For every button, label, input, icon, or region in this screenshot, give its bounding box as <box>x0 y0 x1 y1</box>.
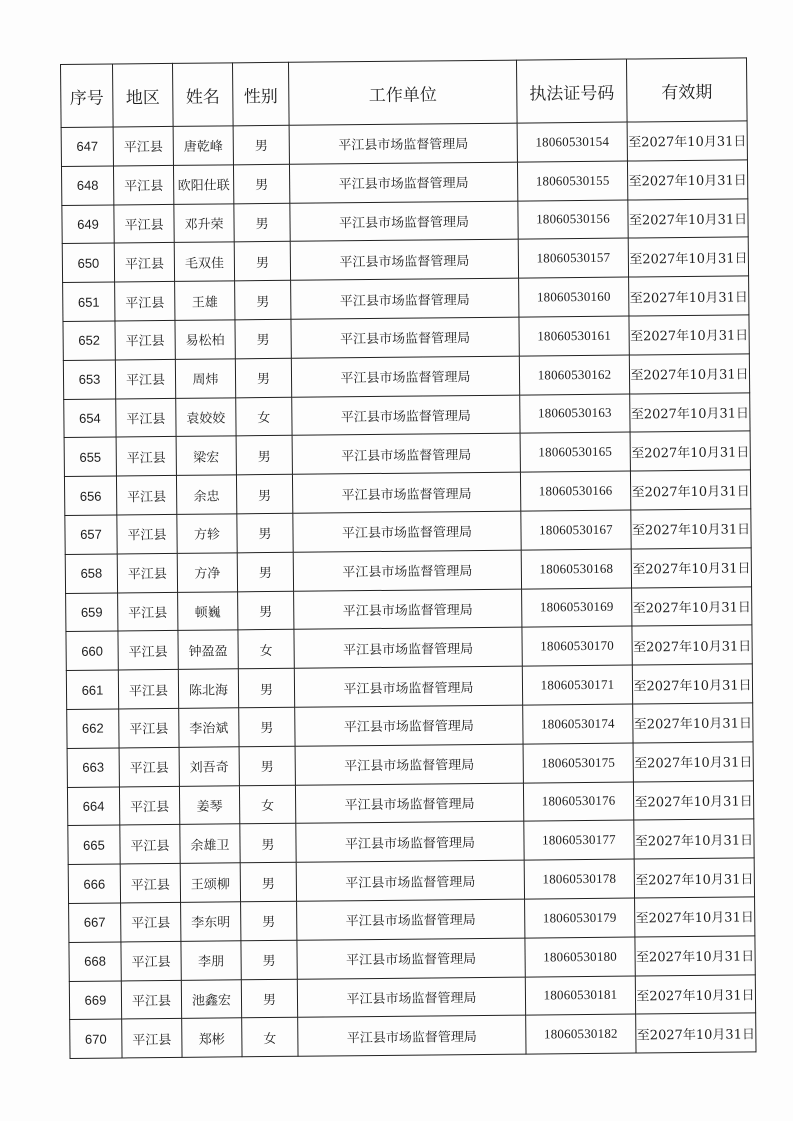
cell-gender: 男 <box>234 242 290 281</box>
cell-unit: 平江县市场监督管理局 <box>294 589 522 630</box>
cell-gender: 男 <box>237 513 293 552</box>
cell-name: 方轸 <box>177 514 237 553</box>
table-row <box>67 780 753 825</box>
cell-no: 667 <box>69 903 121 942</box>
cell-no: 658 <box>65 554 117 593</box>
cell-name: 李东明 <box>181 902 241 941</box>
cell-name: 池鑫宏 <box>181 979 241 1018</box>
cell-cert: 18060530177 <box>524 820 634 860</box>
cell-no: 649 <box>62 205 114 244</box>
cell-cert: 18060530179 <box>525 898 635 938</box>
cell-gender: 女 <box>239 785 295 824</box>
cell-unit: 平江县市场监督管理局 <box>298 1015 526 1056</box>
cell-no: 657 <box>65 515 117 554</box>
cell-gender: 男 <box>233 125 289 164</box>
cell-region: 平江县 <box>119 747 179 786</box>
cell-unit: 平江县市场监督管理局 <box>295 705 523 746</box>
cell-name: 余忠 <box>176 475 236 514</box>
cell-valid: 至2027年10月31日 <box>636 1013 756 1053</box>
cell-gender: 男 <box>241 979 297 1018</box>
cell-name: 余雄卫 <box>180 824 240 863</box>
cell-region: 平江县 <box>118 670 178 709</box>
cell-region: 平江县 <box>117 514 177 553</box>
cell-region: 平江县 <box>121 902 181 941</box>
table-row <box>61 160 747 205</box>
cell-valid: 至2027年10月31日 <box>632 664 752 704</box>
cell-no: 660 <box>66 631 118 670</box>
cell-gender: 女 <box>242 1018 298 1057</box>
table-row <box>62 198 748 243</box>
cell-cert: 18060530163 <box>520 394 630 434</box>
cell-region: 平江县 <box>121 941 181 980</box>
cell-name: 李治斌 <box>179 708 239 747</box>
header-no: 序号 <box>61 64 114 127</box>
cell-valid: 至2027年10月31日 <box>629 315 749 355</box>
cell-cert: 18060530175 <box>523 743 633 783</box>
cell-region: 平江县 <box>121 980 181 1019</box>
cell-gender: 男 <box>241 901 297 940</box>
cell-region: 平江县 <box>118 592 178 631</box>
cell-unit: 平江县市场监督管理局 <box>297 938 525 979</box>
cell-valid: 至2027年10月31日 <box>635 936 755 976</box>
cell-cert: 18060530170 <box>522 626 632 666</box>
table-row <box>65 509 751 554</box>
cell-no: 666 <box>68 864 120 903</box>
header-unit: 工作单位 <box>288 60 517 125</box>
cell-gender: 女 <box>236 397 292 436</box>
cell-name: 易松柏 <box>175 320 235 359</box>
cell-cert: 18060530171 <box>522 665 632 705</box>
table-row <box>65 548 751 593</box>
cell-valid: 至2027年10月31日 <box>630 392 750 432</box>
cell-gender: 男 <box>235 319 291 358</box>
cell-cert: 18060530180 <box>525 937 635 977</box>
cell-name: 邓升荣 <box>174 203 234 242</box>
cell-unit: 平江县市场监督管理局 <box>293 550 521 591</box>
cell-unit: 平江县市场监督管理局 <box>297 977 525 1018</box>
cell-region: 平江县 <box>114 204 174 243</box>
cell-unit: 平江县市场监督管理局 <box>294 666 522 707</box>
cell-no: 650 <box>62 243 114 282</box>
cell-name: 唐乾峰 <box>173 126 233 165</box>
cell-cert: 18060530162 <box>519 355 629 395</box>
cell-no: 651 <box>63 282 115 321</box>
cell-no: 669 <box>69 980 121 1019</box>
table-row <box>69 897 755 942</box>
cell-no: 662 <box>67 709 119 748</box>
cell-region: 平江县 <box>116 437 176 476</box>
header-name: 姓名 <box>172 63 233 127</box>
cell-valid: 至2027年10月31日 <box>635 897 755 937</box>
cell-name: 王雄 <box>175 281 235 320</box>
cell-cert: 18060530166 <box>520 471 630 511</box>
cell-region: 平江县 <box>122 1019 182 1058</box>
cell-no: 663 <box>67 748 119 787</box>
personnel-table <box>60 57 757 1059</box>
cell-unit: 平江县市场监督管理局 <box>291 356 519 397</box>
table-row <box>66 664 752 709</box>
cell-cert: 18060530161 <box>519 316 629 356</box>
cell-valid: 至2027年10月31日 <box>627 121 747 161</box>
cell-valid: 至2027年10月31日 <box>633 703 753 743</box>
cell-gender: 男 <box>235 280 291 319</box>
header-gender: 性别 <box>232 62 289 126</box>
table-row <box>68 858 754 903</box>
cell-valid: 至2027年10月31日 <box>634 819 754 859</box>
cell-unit: 平江县市场监督管理局 <box>297 899 525 940</box>
cell-cert: 18060530169 <box>522 588 632 628</box>
cell-gender: 男 <box>238 591 294 630</box>
table-row <box>64 470 750 515</box>
cell-unit: 平江县市场监督管理局 <box>291 317 519 358</box>
cell-region: 平江县 <box>119 708 179 747</box>
cell-gender: 男 <box>235 358 291 397</box>
cell-name: 顿巍 <box>178 591 238 630</box>
cell-valid: 至2027年10月31日 <box>628 237 748 277</box>
cell-cert: 18060530168 <box>521 549 631 589</box>
cell-unit: 平江县市场监督管理局 <box>289 123 517 164</box>
table-row <box>64 431 750 476</box>
table-body <box>61 121 756 1059</box>
cell-cert: 18060530167 <box>521 510 631 550</box>
header-region: 地区 <box>113 63 174 127</box>
cell-region: 平江县 <box>116 398 176 437</box>
table-row <box>66 625 752 670</box>
cell-name: 陈北海 <box>178 669 238 708</box>
cell-cert: 18060530176 <box>523 782 633 822</box>
table-row <box>67 703 753 748</box>
cell-cert: 18060530154 <box>517 122 627 162</box>
cell-region: 平江县 <box>113 165 173 204</box>
table-row <box>64 392 750 437</box>
cell-gender: 男 <box>238 668 294 707</box>
cell-region: 平江县 <box>115 282 175 321</box>
cell-gender: 男 <box>236 436 292 475</box>
cell-unit: 平江县市场监督管理局 <box>296 821 524 862</box>
cell-valid: 至2027年10月31日 <box>635 974 755 1014</box>
table-row <box>68 819 754 864</box>
cell-valid: 至2027年10月31日 <box>632 586 752 626</box>
cell-valid: 至2027年10月31日 <box>628 198 748 238</box>
cell-valid: 至2027年10月31日 <box>633 742 753 782</box>
cell-gender: 男 <box>237 552 293 591</box>
cell-gender: 男 <box>241 940 297 979</box>
cell-name: 方净 <box>177 553 237 592</box>
cell-unit: 平江县市场监督管理局 <box>296 860 524 901</box>
cell-no: 659 <box>66 593 118 632</box>
cell-region: 平江县 <box>119 786 179 825</box>
cell-no: 668 <box>69 942 121 981</box>
cell-unit: 平江县市场监督管理局 <box>290 201 518 242</box>
cell-cert: 18060530156 <box>518 200 628 240</box>
cell-unit: 平江县市场监督管理局 <box>292 395 520 436</box>
cell-valid: 至2027年10月31日 <box>634 858 754 898</box>
cell-valid: 至2027年10月31日 <box>629 354 749 394</box>
cell-region: 平江县 <box>116 476 176 515</box>
cell-name: 李朋 <box>181 941 241 980</box>
table-row <box>63 354 749 399</box>
cell-gender: 男 <box>239 707 295 746</box>
cell-region: 平江县 <box>120 825 180 864</box>
cell-unit: 平江县市场监督管理局 <box>289 162 517 203</box>
cell-gender: 女 <box>238 630 294 669</box>
cell-name: 梁宏 <box>176 436 236 475</box>
cell-name: 周炜 <box>175 359 235 398</box>
cell-gender: 男 <box>233 164 289 203</box>
cell-unit: 平江县市场监督管理局 <box>292 433 520 474</box>
cell-region: 平江县 <box>115 320 175 359</box>
cell-unit: 平江县市场监督管理局 <box>292 472 520 513</box>
cell-region: 平江县 <box>120 864 180 903</box>
cell-name: 袁姣姣 <box>176 397 236 436</box>
cell-no: 653 <box>63 360 115 399</box>
cell-region: 平江县 <box>115 359 175 398</box>
table-row <box>61 121 747 166</box>
cell-name: 钟盈盈 <box>178 630 238 669</box>
cell-gender: 男 <box>240 824 296 863</box>
cell-gender: 男 <box>234 203 290 242</box>
cell-unit: 平江县市场监督管理局 <box>294 627 522 668</box>
table-row <box>67 742 753 787</box>
cell-no: 664 <box>67 787 119 826</box>
cell-name: 欧阳仕联 <box>173 165 233 204</box>
cell-cert: 18060530178 <box>524 859 634 899</box>
cell-unit: 平江县市场监督管理局 <box>291 278 519 319</box>
cell-name: 姜琴 <box>179 785 239 824</box>
cell-name: 王颂柳 <box>180 863 240 902</box>
table-row <box>66 586 752 631</box>
table-row <box>62 237 748 282</box>
cell-no: 661 <box>66 670 118 709</box>
cell-unit: 平江县市场监督管理局 <box>290 240 518 281</box>
cell-region: 平江县 <box>114 243 174 282</box>
header-valid: 有效期 <box>626 58 747 122</box>
cell-valid: 至2027年10月31日 <box>630 431 750 471</box>
cell-gender: 男 <box>236 474 292 513</box>
cell-name: 郑彬 <box>182 1018 242 1057</box>
cell-cert: 18060530182 <box>526 1014 636 1054</box>
cell-no: 652 <box>63 321 115 360</box>
cell-region: 平江县 <box>117 553 177 592</box>
cell-valid: 至2027年10月31日 <box>632 625 752 665</box>
cell-region: 平江县 <box>113 126 173 165</box>
cell-cert: 18060530174 <box>523 704 633 744</box>
cell-valid: 至2027年10月31日 <box>630 470 750 510</box>
cell-unit: 平江县市场监督管理局 <box>293 511 521 552</box>
table-row <box>69 936 755 981</box>
cell-cert: 18060530160 <box>519 277 629 317</box>
table-row <box>63 276 749 321</box>
cell-cert: 18060530165 <box>520 432 630 472</box>
cell-no: 654 <box>64 399 116 438</box>
table-row <box>63 315 749 360</box>
header-row <box>61 58 748 128</box>
cell-valid: 至2027年10月31日 <box>629 276 749 316</box>
cell-no: 655 <box>64 437 116 476</box>
table-row <box>70 1013 756 1058</box>
cell-no: 648 <box>61 166 113 205</box>
cell-no: 665 <box>68 825 120 864</box>
cell-no: 670 <box>70 1019 122 1058</box>
cell-unit: 平江县市场监督管理局 <box>295 783 523 824</box>
cell-no: 656 <box>64 476 116 515</box>
table-row <box>69 974 755 1019</box>
cell-region: 平江县 <box>118 631 178 670</box>
cell-no: 647 <box>61 127 113 166</box>
table-header <box>61 58 748 128</box>
cell-name: 刘吾奇 <box>179 747 239 786</box>
cell-valid: 至2027年10月31日 <box>633 780 753 820</box>
cell-cert: 18060530157 <box>518 238 628 278</box>
cell-cert: 18060530155 <box>517 161 627 201</box>
cell-valid: 至2027年10月31日 <box>627 160 747 200</box>
cell-cert: 18060530181 <box>525 976 635 1016</box>
cell-valid: 至2027年10月31日 <box>631 548 751 588</box>
cell-gender: 男 <box>239 746 295 785</box>
cell-gender: 男 <box>240 862 296 901</box>
header-cert: 执法证号码 <box>516 59 627 123</box>
cell-unit: 平江县市场监督管理局 <box>295 744 523 785</box>
cell-name: 毛双佳 <box>174 242 234 281</box>
cell-valid: 至2027年10月31日 <box>631 509 751 549</box>
